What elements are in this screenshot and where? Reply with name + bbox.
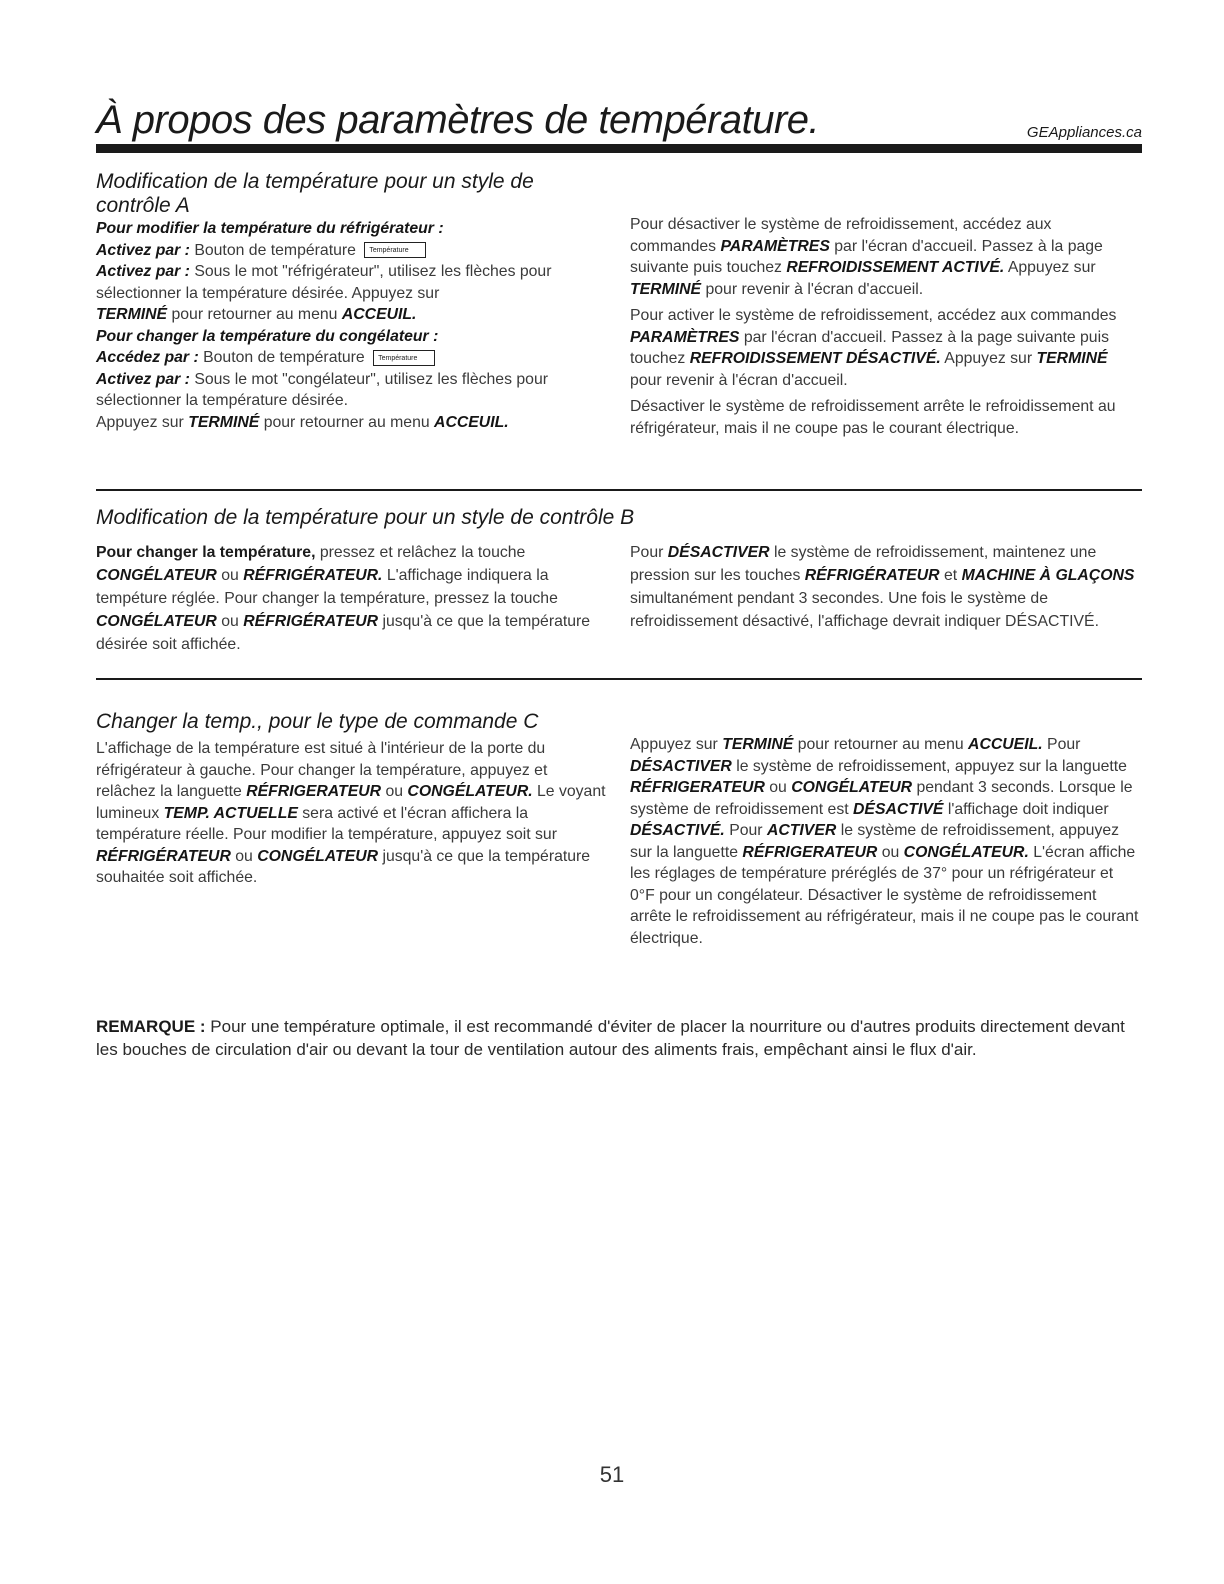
temperature-button-icon: Température: [364, 242, 426, 258]
remarque-note: [96, 1015, 1136, 1061]
activez-line-2: Activez par : Sous le mot "réfrigérateur", utilisez les flèches pour sélectionner la température désirée. Appuyez sur TERMINÉ pour retourner au menu ACCEUIL.: [96, 263, 552, 323]
freezer-subheading: Pour changer la température du congélateur :: [96, 327, 439, 345]
section-c-heading: Changer la temp., pour le type de commande C: [96, 710, 539, 733]
website-label: GEAppliances.ca: [1026, 124, 1142, 141]
paragraph: Désactiver le système de refroidissement arrête le refroidissement au réfrigérateur, mais il ne coupe pas le courant électrique.: [630, 398, 1116, 437]
page-number: 51: [599, 1462, 625, 1487]
section-a-heading: Modification de la température pour un style de contrôle A: [96, 170, 534, 217]
section-divider: [96, 678, 1142, 680]
section-c-left: L'affichage de la température est situé à l'intérieur de la porte du réfrigérateur à gauche. Pour changer la température, appuyez et relâchez la languette RÉFRIGERATEUR ou CONGÉLATEUR. Le voyant lumineux TEMP. ACTUELLE sera activé et l'écran affichera la température réelle. Pour modifier la température, appuyez soit sur RÉFRIGÉRATEUR ou CONGÉLATEUR jusqu'à ce que la température souhaitée soit affichée.: [96, 740, 606, 886]
temperature-button-icon: Température: [373, 350, 435, 366]
activez-line-3: Activez par : Sous le mot "congélateur", utilisez les flèches pour sélectionner la température désirée. Appuyez sur TERMINÉ pour retourner au menu ACCEUIL.: [96, 370, 548, 431]
section-b-left: Pour changer la température, pressez et relâchez la touche CONGÉLATEUR ou RÉFRIGÉRATEUR. L'affichage indiquera la tempéture réglée. Pour changer la température, pressez la touche CONGÉLATEUR ou RÉFRIGÉRATEUR jusqu'à ce que la température désirée soit affichée.: [96, 544, 591, 653]
section-c-right: Appuyez sur TERMINÉ pour retourner au menu ACCUEIL. Pour DÉSACTIVER le système de refroidissement, appuyez sur la languette RÉFRIGERATEUR ou CONGÉLATEUR pendant 3 seconds. Lorsque le système de refroidissement est DÉSACTIVÉ l'affichage doit indiquer DÉSACTIVÉ. Pour ACTIVER le système de refroidissement, appuyez sur la languette RÉFRIGERATEUR ou CONGÉLATEUR. L'écran affiche les réglages de température préréglés de 37° pour un réfrigérateur et 0°F pour un congélateur. Désactiver le système de refroidissement arrête le refroidissement au réfrigérateur, mais il ne coupe pas le courant électrique.: [630, 736, 1139, 947]
page-title: À propos des paramètres de température.: [96, 98, 820, 142]
section-a-right: [630, 214, 1135, 439]
note-label: REMARQUE :: [96, 1017, 206, 1036]
activez-line-1: Activez par : Bouton de température Température: [96, 240, 596, 262]
section-b-heading: Modification de la température pour un style de contrôle B: [96, 506, 635, 529]
paragraph: Pour désactiver le système de refroidissement, accédez aux commandes PARAMÈTRES par l'écran d'accueil. Passez à la page suivante puis touchez REFROIDISSEMENT ACTIVÉ. Appuyez sur TERMINÉ pour revenir à l'écran d'accueil.: [630, 216, 1103, 298]
section-a-left: [96, 218, 596, 433]
accedez-line: Accédez par : Bouton de température Température: [96, 347, 596, 369]
fridge-subheading: Pour modifier la température du réfrigérateur :: [96, 220, 444, 237]
note-text: Pour une température optimale, il est recommandé d'éviter de placer la nourriture ou d'autres produits directement devant les bouches de circulation d'air ou devant la tour de ventilation autour des aliments frais, empêchant ainsi le flux d'air.: [96, 1017, 1125, 1059]
section-divider: [96, 489, 1142, 491]
header-rule: [96, 144, 1142, 153]
paragraph: Pour activer le système de refroidissement, accédez aux commandes PARAMÈTRES par l'écran d'accueil. Passez à la page suivante puis touchez REFROIDISSEMENT DÉSACTIVÉ. Appuyez sur TERMINÉ pour revenir à l'écran d'accueil.: [630, 307, 1117, 389]
section-b-right: Pour DÉSACTIVER le système de refroidissement, maintenez une pression sur les touches RÉFRIGÉRATEUR et MACHINE À GLAÇONS simultanément pendant 3 secondes. Une fois le système de refroidissement désactivé, l'affichage devrait indiquer DÉSACTIVÉ.: [630, 544, 1135, 630]
